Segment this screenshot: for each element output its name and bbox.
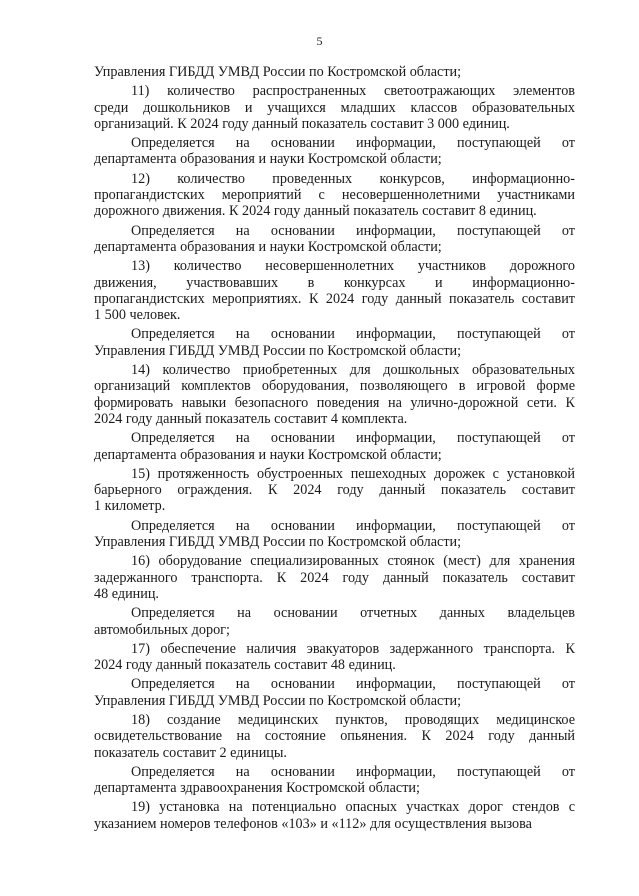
paragraph bbox=[94, 64, 575, 80]
text-line: департамента здравоохранения Костромской области; bbox=[94, 780, 420, 797]
text-line: 1 километр. bbox=[94, 498, 166, 515]
paragraph bbox=[94, 553, 575, 602]
paragraph bbox=[94, 641, 575, 674]
paragraph bbox=[94, 518, 575, 551]
text-line: 12) количество проведенных конкурсов, информационно- bbox=[131, 170, 575, 187]
text-line: 14) количество приобретенных для дошкольных образовательных bbox=[131, 362, 575, 379]
text-line: пропагандистских мероприятиях. К 2024 году данный показатель составит bbox=[94, 290, 575, 307]
text-line: Определяется на основании информации, поступающей от bbox=[131, 430, 575, 447]
text-line: задержанного транспорта. К 2024 году данный показатель составит bbox=[94, 569, 575, 586]
paragraph bbox=[94, 135, 575, 168]
paragraph bbox=[94, 605, 575, 638]
text-line: Определяется на основании информации, поступающей от bbox=[131, 326, 575, 343]
paragraph bbox=[94, 430, 575, 463]
text-line: Определяется на основании информации, поступающей от bbox=[131, 676, 575, 693]
text-line: освидетельствование на состояние опьянения. К 2024 году данный bbox=[94, 728, 575, 745]
text-line: движения, участвовавших в конкурсах и информационно- bbox=[94, 274, 575, 291]
text-line: показатель составит 2 единицы. bbox=[94, 744, 287, 761]
text-line: организаций комплектов оборудования, позволяющего в игровой форме bbox=[94, 378, 575, 395]
text-line: барьерного ограждения. К 2024 году данный показатель составит bbox=[94, 482, 575, 499]
text-line: 1 500 человек. bbox=[94, 307, 181, 324]
text-line: департамента образования и науки Костромской области; bbox=[94, 446, 442, 463]
text-line: Определяется на основании отчетных данных владельцев bbox=[131, 605, 575, 622]
paragraph bbox=[94, 171, 575, 220]
text-line: 17) обеспечение наличия эвакуаторов задержанного транспорта. К bbox=[131, 640, 575, 657]
text-line: Определяется на основании информации, поступающей от bbox=[131, 763, 575, 780]
paragraph bbox=[94, 83, 575, 132]
text-line: пропагандистских мероприятий с несовершеннолетними участниками bbox=[94, 187, 575, 204]
text-line: Управления ГИБДД УМВД России по Костромской области; bbox=[94, 342, 462, 359]
text-line: Определяется на основании информации, поступающей от bbox=[131, 222, 575, 239]
text-line: среди дошкольников и учащихся младших классов образовательных bbox=[94, 99, 575, 116]
paragraph bbox=[94, 326, 575, 359]
paragraph bbox=[94, 676, 575, 709]
text-line: автомобильных дорог; bbox=[94, 621, 230, 638]
text-line: 48 единиц. bbox=[94, 585, 159, 602]
text-line: организаций. К 2024 году данный показатель составит 3 000 единиц. bbox=[94, 115, 510, 132]
text-line: формировать навыки безопасного поведения на улично-дорожной сети. К bbox=[94, 394, 575, 411]
text-line: департамента образования и науки Костромской области; bbox=[94, 151, 442, 168]
text-line: 15) протяженность обустроенных пешеходных дорожек с установкой bbox=[131, 465, 575, 482]
text-line: Управления ГИБДД УМВД России по Костромской области; bbox=[94, 534, 462, 551]
text-line: 2024 году данный показатель составит 48 единиц. bbox=[94, 657, 396, 674]
paragraph bbox=[94, 223, 575, 256]
document-body bbox=[94, 64, 575, 832]
text-line: 18) создание медицинских пунктов, проводящих медицинское bbox=[131, 711, 575, 728]
page-number: 5 bbox=[316, 34, 323, 48]
text-line: Определяется на основании информации, поступающей от bbox=[131, 517, 575, 534]
paragraph bbox=[94, 764, 575, 797]
text-line: 2024 году данный показатель составит 4 комплекта. bbox=[94, 410, 408, 427]
text-line: указанием номеров телефонов «103» и «112» для осуществления вызова bbox=[94, 815, 532, 832]
paragraph bbox=[94, 712, 575, 761]
text-line: Управления ГИБДД УМВД России по Костромской области; bbox=[94, 692, 462, 709]
text-line: департамента образования и науки Костромской области; bbox=[94, 238, 442, 255]
paragraph bbox=[94, 362, 575, 427]
text-line: 11) количество распространенных светоотражающих элементов bbox=[131, 83, 575, 100]
paragraph bbox=[94, 258, 575, 323]
text-line: 16) оборудование специализированных стоянок (мест) для хранения bbox=[131, 553, 575, 570]
text-line: 19) установка на потенциально опасных участках дорог стендов с bbox=[131, 799, 575, 816]
paragraph bbox=[94, 799, 575, 832]
text-line: 13) количество несовершеннолетних участников дорожного bbox=[131, 258, 575, 275]
text-line: Определяется на основании информации, поступающей от bbox=[131, 135, 575, 152]
text-line: Управления ГИБДД УМВД России по Костромской области; bbox=[94, 64, 462, 80]
text-line: дорожного движения. К 2024 году данный показатель составит 8 единиц. bbox=[94, 203, 537, 220]
paragraph bbox=[94, 466, 575, 515]
